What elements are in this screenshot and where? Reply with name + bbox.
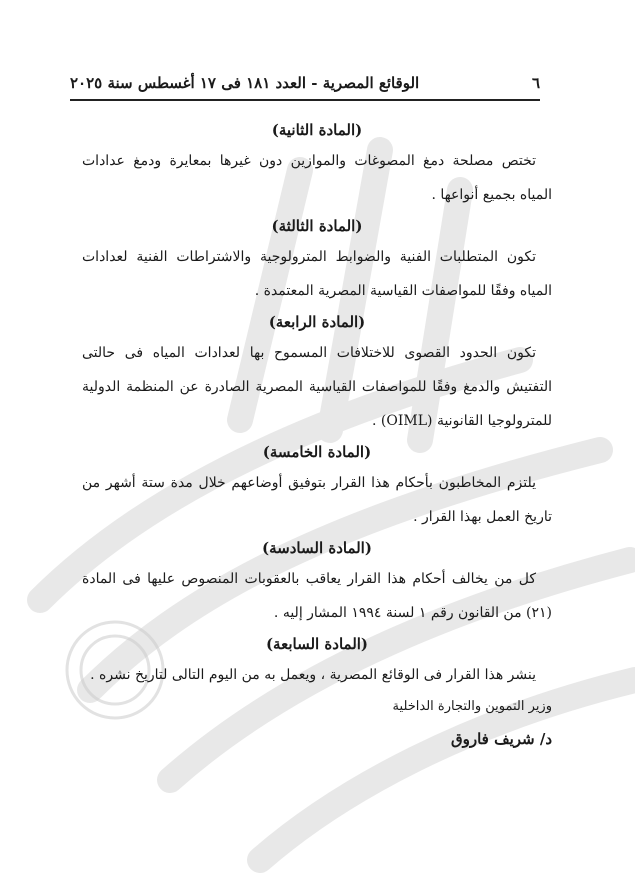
article-6 <box>82 534 552 630</box>
article-text: كل من يخالف أحكام هذا القرار يعاقب بالعقوبات المنصوص عليها فى المادة (٢١) من القانون رقم ١ لسنة ١٩٩٤ المشار إليه . <box>82 571 552 621</box>
article-title: (المادة الرابعة) <box>268 313 366 331</box>
article-text: تختص مصلحة دمغ المصوغات والموازين دون غيرها بمعايرة ودمغ عدادات المياه بجميع أنواعها . <box>82 153 552 203</box>
page-number: ٦ <box>531 74 540 92</box>
article-7 <box>82 630 552 692</box>
article-text: يلتزم المخاطبون بأحكام هذا القرار بتوفيق أوضاعهم خلال مدة ستة أشهر من تاريخ العمل بهذا القرار . <box>82 475 552 525</box>
article-text: ينشر هذا القرار فى الوقائع المصرية ، ويعمل به من اليوم التالى لتاريخ نشره . <box>90 667 536 683</box>
article-title: (المادة الثانية) <box>271 121 363 139</box>
article-5 <box>82 438 552 534</box>
signature-block <box>82 692 552 756</box>
article-text: تكون الحدود القصوى للاختلافات المسموح بها لعدادات المياه فى حالتى التفتيش والدمغ وفقًا للمواصفات القياسية المصرية الصادرة عن المنظمة الدولية للمترولوجيا القانونية (OIML) . <box>82 345 552 429</box>
article-4 <box>82 308 552 438</box>
article-title: (المادة الثالثة) <box>271 217 363 235</box>
signer-name: د/ شريف فاروق <box>450 730 552 748</box>
article-title: (المادة الخامسة) <box>262 443 372 461</box>
decree-body <box>82 116 552 756</box>
header-divider <box>70 99 540 101</box>
page-header <box>70 70 540 96</box>
article-title: (المادة السادسة) <box>262 539 372 557</box>
article-3 <box>82 212 552 308</box>
signer-role: وزير التموين والتجارة الداخلية <box>392 699 552 714</box>
article-text: تكون المتطلبات الفنية والضوابط المترولوجية والاشتراطات الفنية لعدادات المياه وفقًا للمواصفات القياسية المصرية المعتمدة . <box>82 249 552 299</box>
running-title: الوقائع المصرية - العدد ١٨١ فى ١٧ أغسطس سنة ٢٠٢٥ <box>70 74 420 92</box>
article-2 <box>82 116 552 212</box>
article-title: (المادة السابعة) <box>265 635 369 653</box>
